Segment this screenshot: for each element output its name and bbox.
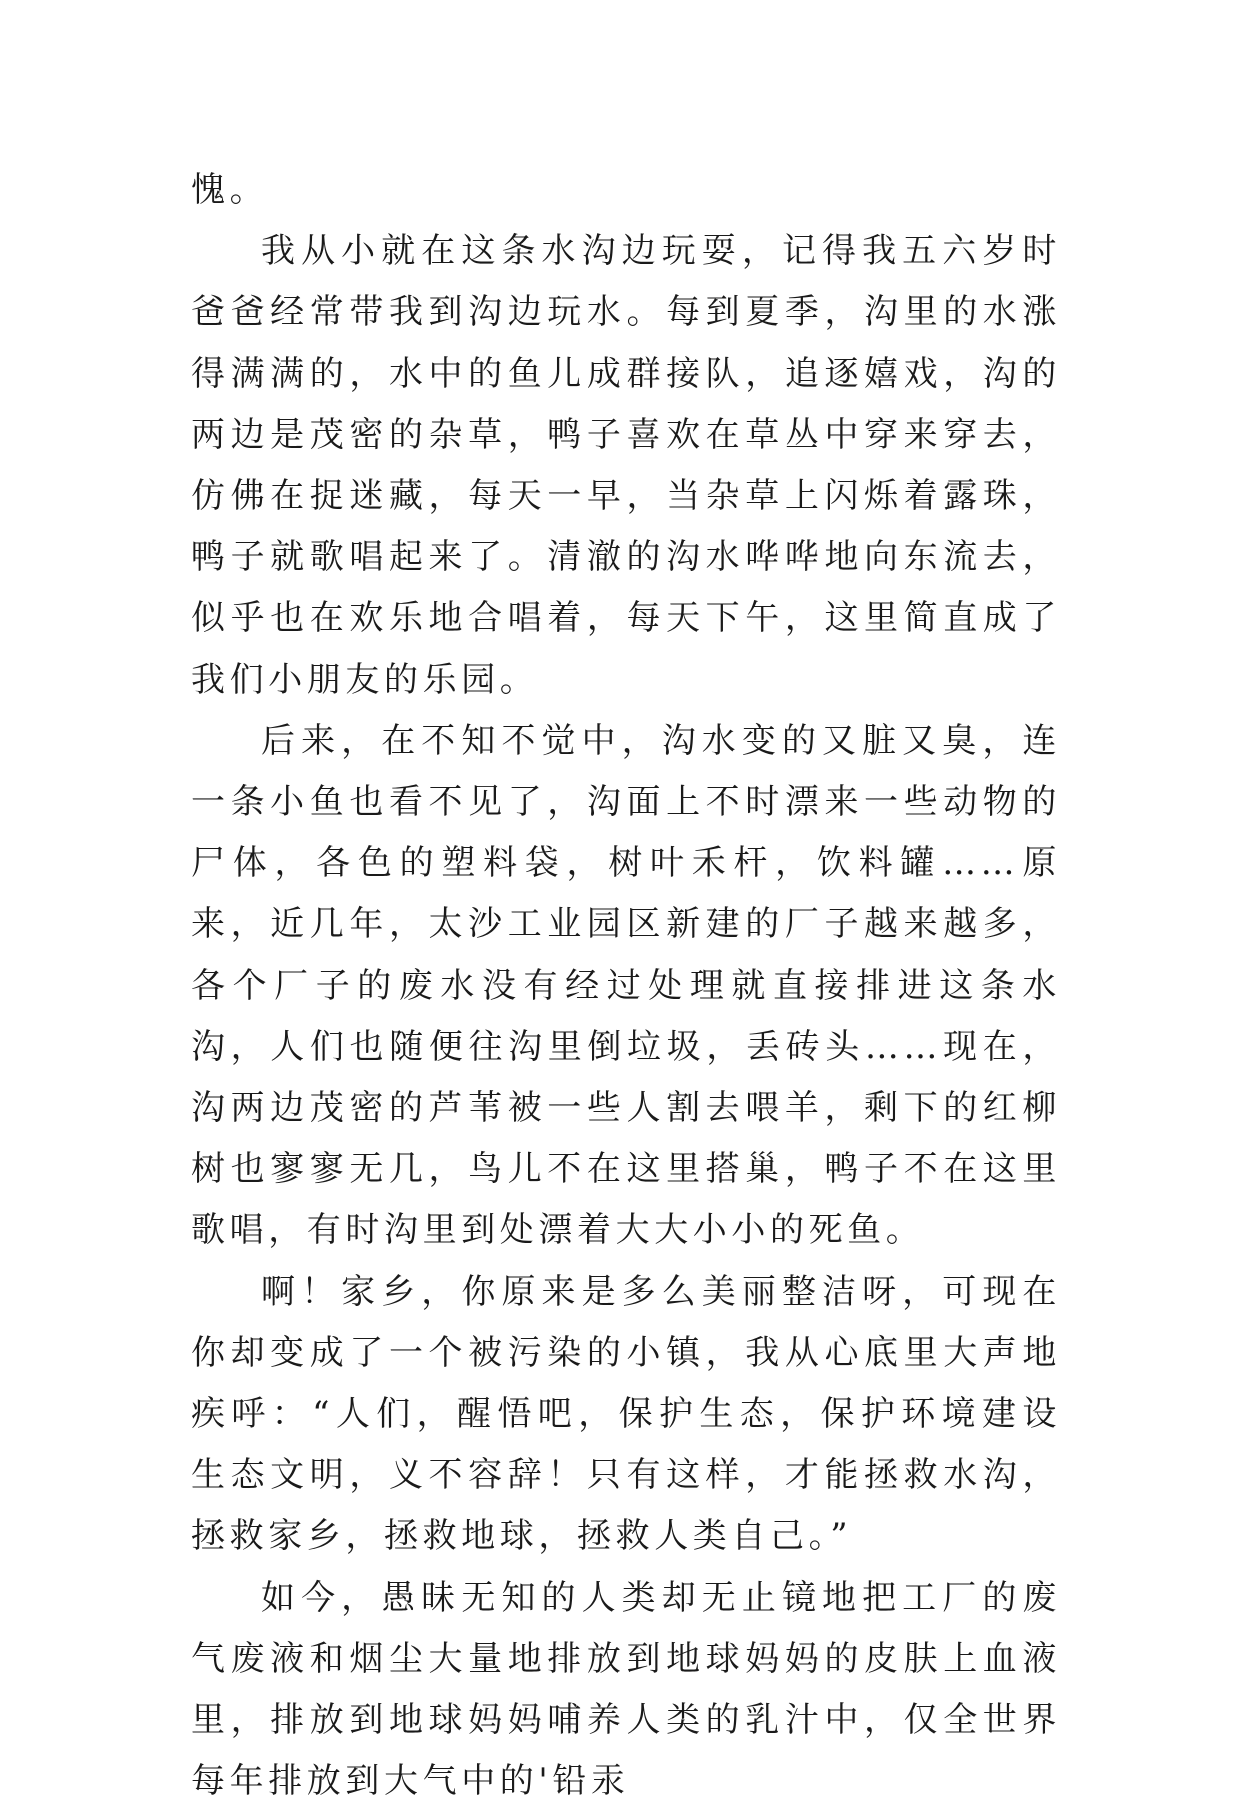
document-body (191, 160, 1061, 1812)
paragraph-appeal: 啊！家乡，你原来是多么美丽整洁呀，可现在你却变成了一个被污染的小镇，我从心底里大声地疾呼：“人们，醒悟吧，保护生态，保护环境建设生态文明，义不容辞！只有这样，才能拯救水沟，拯救家乡，拯救地球，拯救人类自己。” (191, 1271, 1061, 1557)
paragraph-continuation: 愧。 (191, 170, 269, 210)
paragraph-pollution: 后来，在不知不觉中，沟水变的又脏又臭，连一条小鱼也看不见了，沟面上不时漂来一些动物的尸体，各色的塑料袋，树叶禾杆，饮料罐……原来，近几年，太沙工业园区新建的厂子越来越多，各个厂子的废水没有经过处理就直接排进这条水沟，人们也随便往沟里倒垃圾，丢砖头……现在，沟两边茂密的芦苇被一些人割去喂羊，剩下的红柳树也寥寥无几，鸟儿不在这里搭巢，鸭子不在这里歌唱，有时沟里到处漂着大大小小的死鱼。 (191, 720, 1061, 1251)
paragraph-childhood-memory: 我从小就在这条水沟边玩耍，记得我五六岁时爸爸经常带我到沟边玩水。每到夏季，沟里的水涨得满满的，水中的鱼儿成群接队，追逐嬉戏，沟的两边是茂密的杂草，鸭子喜欢在草丛中穿来穿去，仿佛在捉迷藏，每天一早，当杂草上闪烁着露珠，鸭子就歌唱起来了。清澈的沟水哗哗地向东流去，似乎也在欢乐地合唱着，每天下午，这里简直成了我们小朋友的乐园。 (191, 231, 1061, 700)
paragraph-global-pollution: 如今，愚昧无知的人类却无止镜地把工厂的废气废液和烟尘大量地排放到地球妈妈的皮肤上血液里，排放到地球妈妈哺养人类的乳汁中，仅全世界每年排放到大气中的'铅汞 (191, 1577, 1061, 1802)
